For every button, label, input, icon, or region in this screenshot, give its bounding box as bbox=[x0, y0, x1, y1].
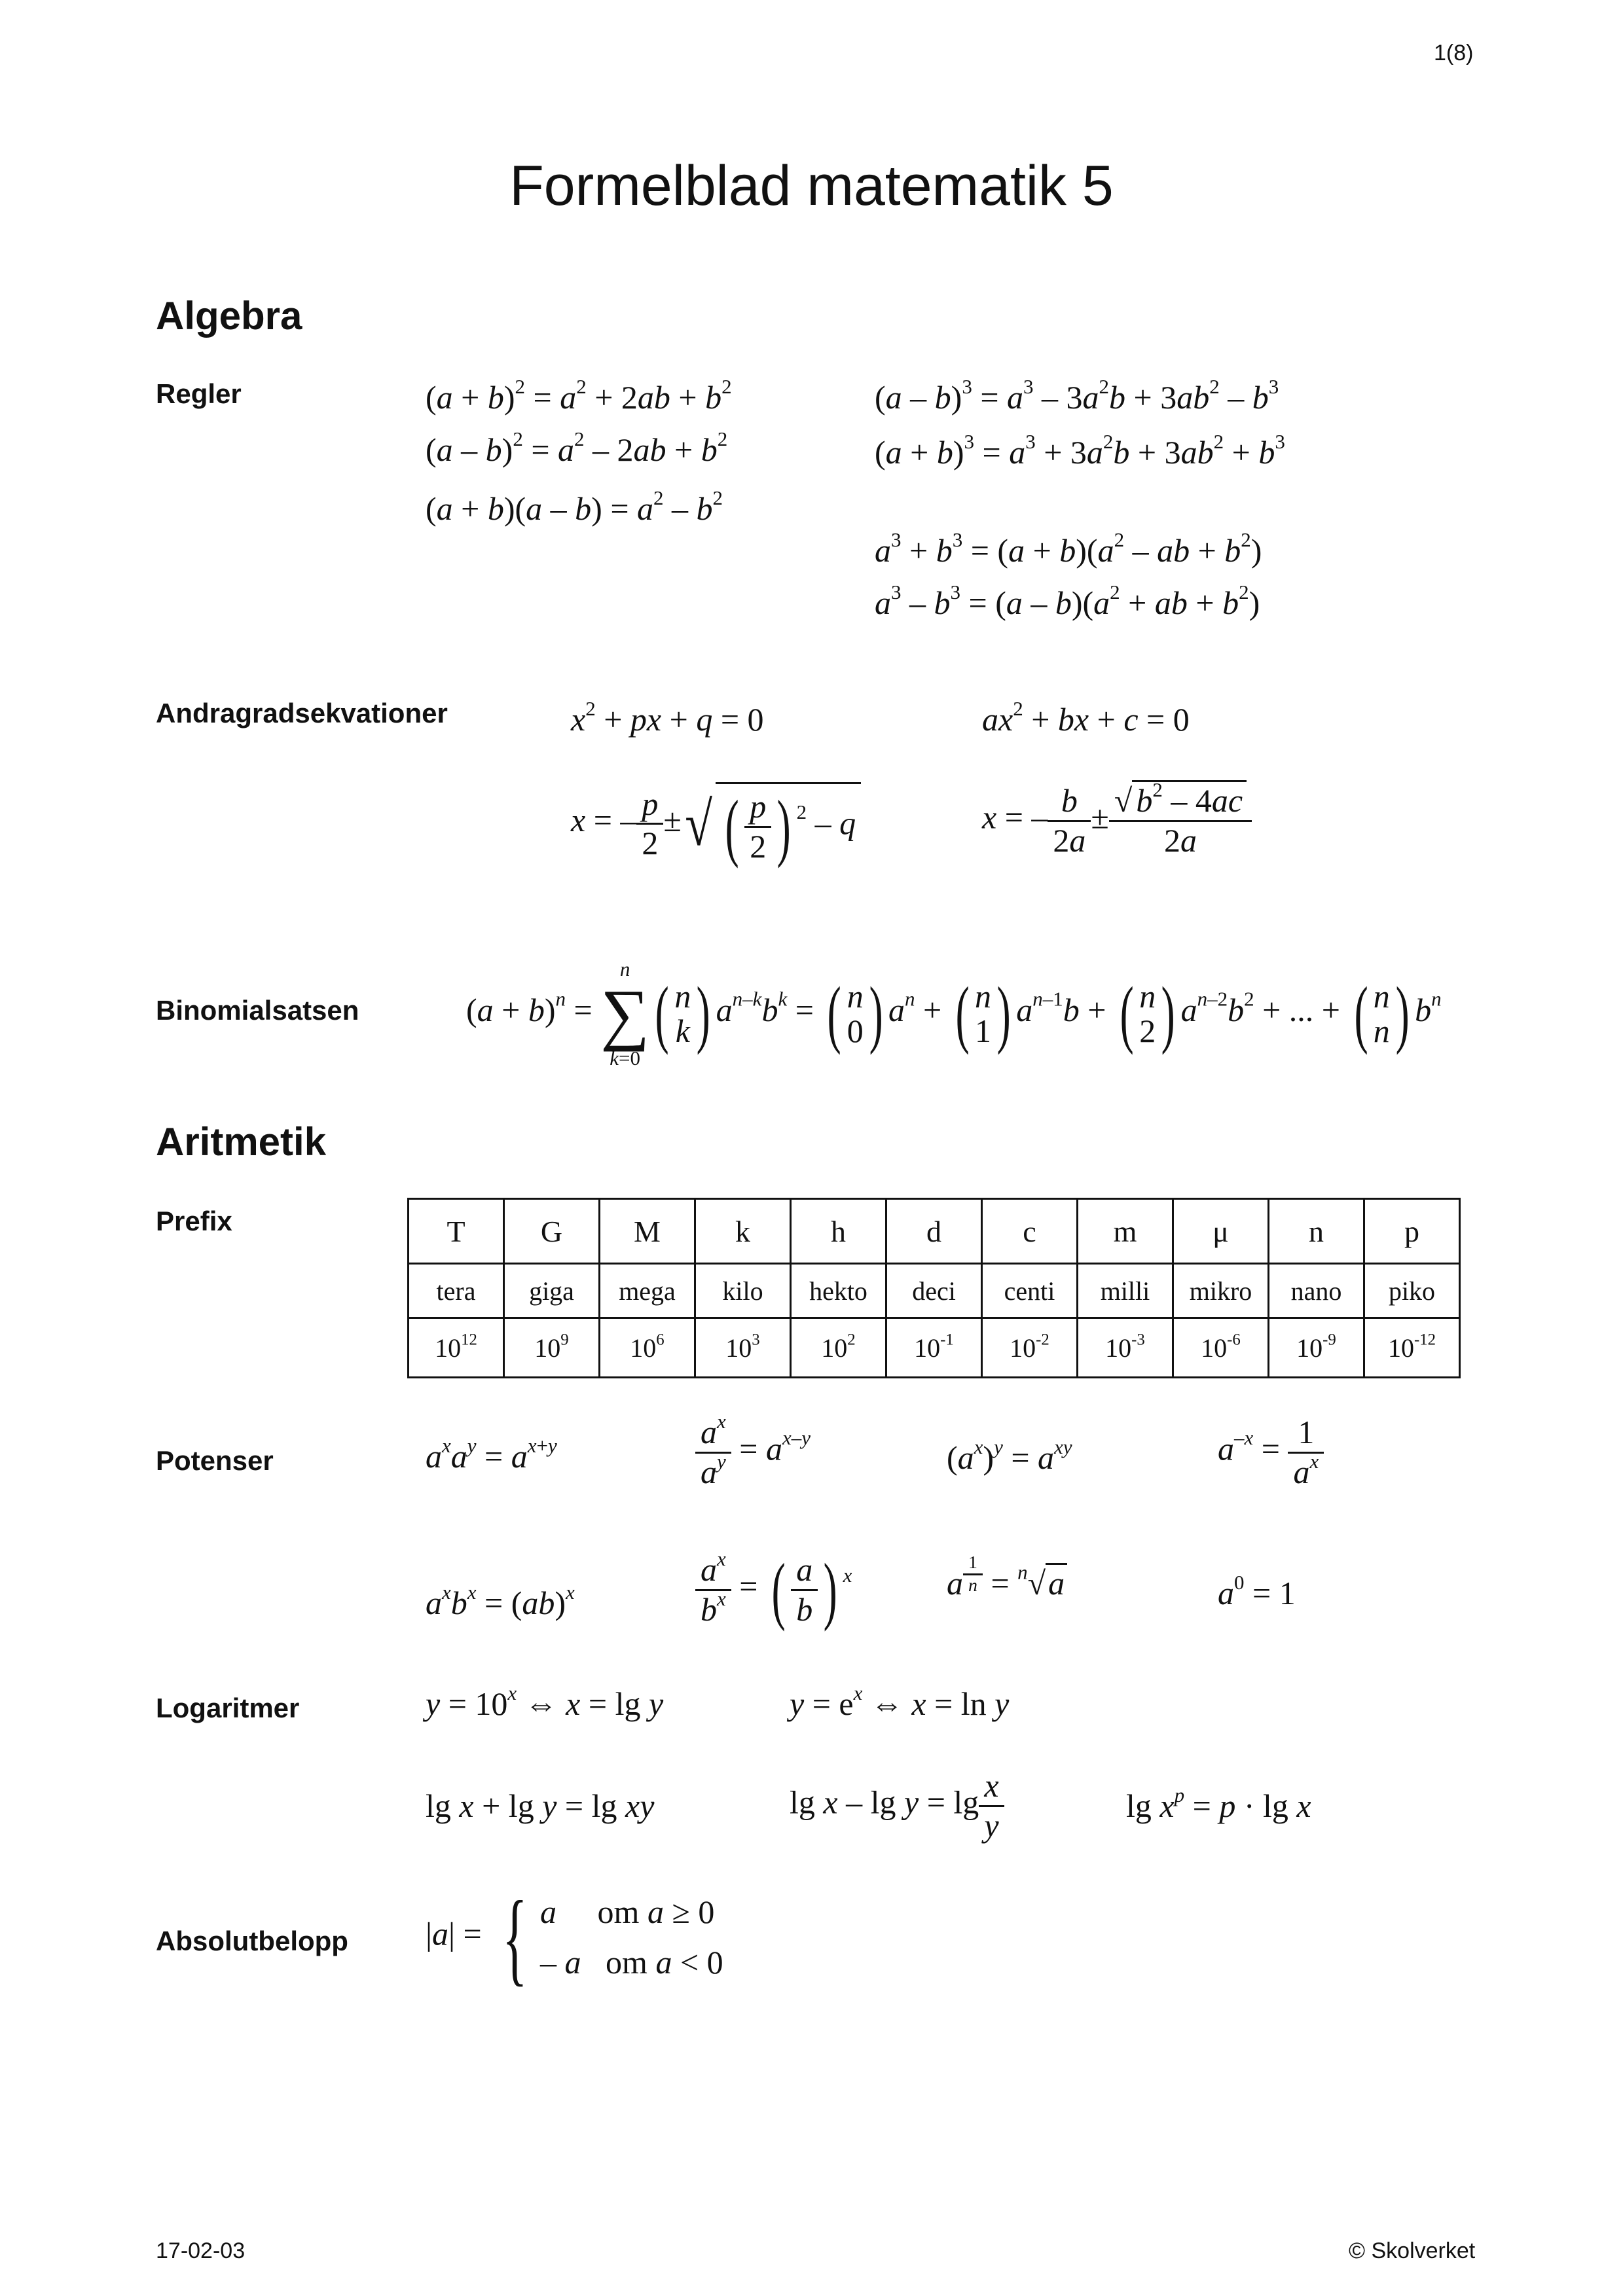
prefix-name-cell: piko bbox=[1364, 1264, 1460, 1318]
formula-conjugate: $(a + b)(a - b) = a^2 - b^2$ bbox=[426, 486, 723, 527]
prefix-power-cell bbox=[1269, 1318, 1364, 1378]
section-aritmetik: Aritmetik bbox=[156, 1120, 327, 1164]
power-base: 10 bbox=[821, 1333, 848, 1363]
prefix-symbol-cell: μ bbox=[1173, 1199, 1269, 1264]
power-exponent: -6 bbox=[1227, 1330, 1241, 1348]
formula-absolute-value: |a| = { a om a ≥ 0 – a om a < 0 bbox=[426, 1879, 723, 1996]
formula-lg-quotient: lg x – lg y = lg $\frac{x}{y}$ bbox=[790, 1767, 1004, 1844]
power-exponent: -3 bbox=[1131, 1330, 1145, 1348]
prefix-power-cell bbox=[982, 1318, 1078, 1378]
prefix-symbol-cell: m bbox=[1078, 1199, 1173, 1264]
prefix-symbol-cell: c bbox=[982, 1199, 1078, 1264]
formula-power-product: $a^xa^y = a^{x+y}$ bbox=[426, 1433, 557, 1475]
formula-sum-cubes: $a^3 + b^3 = (a + b)(a^2$ – ab + $b^2$) bbox=[875, 528, 1262, 569]
prefix-power-cell bbox=[1364, 1318, 1460, 1378]
formula-abc-equation: $ax^2$ + bx + c = 0 bbox=[982, 696, 1190, 738]
power-base: 10 bbox=[1387, 1333, 1414, 1363]
prefix-name-cell: milli bbox=[1078, 1264, 1173, 1318]
power-exponent: 2 bbox=[847, 1330, 856, 1348]
prefix-name-cell: mikro bbox=[1173, 1264, 1269, 1318]
formula-lg-power: $\lg x^p = p \cdot \lg x$ bbox=[1126, 1783, 1311, 1824]
formula-diff-cubes: $a^3 - b^3 = (a - b)(a^2$ + ab + $b^2$) bbox=[875, 580, 1260, 621]
prefix-symbol-cell: p bbox=[1364, 1199, 1460, 1264]
page-title: Formelblad matematik 5 bbox=[509, 154, 1114, 217]
label-prefix: Prefix bbox=[156, 1206, 232, 1236]
prefix-power-cell bbox=[791, 1318, 886, 1378]
formula-lg-definition: $y = 10^x$ ⇔ x = lg y bbox=[426, 1681, 664, 1722]
formula-square-sum: $(a + b)^2 = a^2 + 2ab + b^2$ bbox=[426, 374, 732, 416]
formula-product-power: $a^xb^x = (ab)^x$ bbox=[426, 1580, 575, 1621]
power-base: 10 bbox=[1201, 1333, 1228, 1363]
power-exponent: -2 bbox=[1036, 1330, 1049, 1348]
prefix-symbol-cell: T bbox=[409, 1199, 504, 1264]
formula-quotient-power: $\frac{a^x}{b^x}$ = ( $\frac{a}{b}$ ) $^x$ bbox=[695, 1551, 852, 1628]
formula-power-quotient: $\frac{a^x}{a^y}$ = $a^{x-y}$ bbox=[695, 1414, 811, 1491]
prefix-name-cell: kilo bbox=[695, 1264, 791, 1318]
formula-negative-exponent: $a^{-x}$ = $\frac{1}{a^x}$ bbox=[1218, 1414, 1324, 1491]
prefix-name-cell: centi bbox=[982, 1264, 1078, 1318]
power-base: 10 bbox=[534, 1333, 561, 1363]
prefix-power-cell bbox=[600, 1318, 695, 1378]
power-base: 10 bbox=[725, 1333, 752, 1363]
section-algebra: Algebra bbox=[156, 294, 302, 338]
power-exponent: -9 bbox=[1322, 1330, 1336, 1348]
prefix-names-row bbox=[409, 1264, 1460, 1318]
prefix-name-cell: giga bbox=[504, 1264, 600, 1318]
prefix-name-cell: nano bbox=[1269, 1264, 1364, 1318]
page-number: 1(8) bbox=[1434, 41, 1474, 65]
formula-root-exponent: a $^{\frac{1}{n}}$ = $^n$√a bbox=[947, 1552, 1067, 1602]
formula-cube-diff: $(a - b)^3 = a^3 - 3a^2b + 3ab^2 - b^3$ bbox=[875, 374, 1279, 416]
footer-date: 17-02-03 bbox=[156, 2238, 246, 2263]
label-absolut: Absolutbelopp bbox=[156, 1926, 348, 1956]
prefix-table bbox=[407, 1198, 1461, 1378]
prefix-symbol-cell: k bbox=[695, 1199, 791, 1264]
prefix-name-cell: tera bbox=[409, 1264, 504, 1318]
power-exponent: -1 bbox=[940, 1330, 954, 1348]
label-andragrad: Andragradsekvationer bbox=[156, 698, 448, 728]
formula-binomial-theorem: $(a + b)^n$ = n ∑ k=0 ( n k ) $a^{n-k}b^k$ = ( n 0 ) $a^n$ + ( n 1 ) $a^{n-1}b$ + ( n 2 ) $a^{n-2}b^2$ + ... + ( n n ) $b^n$ bbox=[466, 958, 1442, 1069]
power-exponent: 9 bbox=[560, 1330, 569, 1348]
prefix-symbol-cell: h bbox=[791, 1199, 886, 1264]
power-exponent: 6 bbox=[656, 1330, 665, 1348]
prefix-symbol-cell: G bbox=[504, 1199, 600, 1264]
label-potenser: Potenser bbox=[156, 1445, 274, 1476]
formula-ln-definition: $y = e^x$ ⇔ x = ln y bbox=[790, 1681, 1010, 1722]
prefix-power-cell bbox=[1078, 1318, 1173, 1378]
formula-abc-solution: x = – $\frac{b}{2a}$ ± $\frac{√ b^2 - 4ac}{2a}$ bbox=[982, 782, 1252, 859]
prefix-name-cell: deci bbox=[886, 1264, 982, 1318]
formula-square-diff: $(a - b)^2 = a^2 - 2ab + b^2$ bbox=[426, 427, 728, 468]
power-base: 10 bbox=[1296, 1333, 1323, 1363]
prefix-power-cell bbox=[1173, 1318, 1269, 1378]
prefix-symbol-cell: n bbox=[1269, 1199, 1364, 1264]
power-base: 10 bbox=[435, 1333, 462, 1363]
power-base: 10 bbox=[914, 1333, 941, 1363]
label-binomial: Binomialsatsen bbox=[156, 995, 359, 1026]
power-exponent: -12 bbox=[1413, 1330, 1436, 1348]
prefix-powers-row bbox=[409, 1318, 1460, 1378]
footer-copyright: © Skolverket bbox=[1349, 2238, 1476, 2263]
power-exponent: 12 bbox=[461, 1330, 477, 1348]
prefix-name-cell: hekto bbox=[791, 1264, 886, 1318]
prefix-symbol-cell: d bbox=[886, 1199, 982, 1264]
power-base: 10 bbox=[1010, 1333, 1036, 1363]
prefix-symbols-row bbox=[409, 1199, 1460, 1264]
prefix-power-cell bbox=[504, 1318, 600, 1378]
prefix-power-cell bbox=[886, 1318, 982, 1378]
formula-pq-solution: x = – $\frac{p}{2}$ ±√ ( $\frac{p}{2}$ ) $^2$ – q bbox=[571, 782, 861, 865]
formula-zero-exponent: $a^0 = 1$ bbox=[1218, 1570, 1296, 1611]
label-regler: Regler bbox=[156, 378, 242, 409]
prefix-power-cell bbox=[695, 1318, 791, 1378]
formula-power-of-power: $(a^x)^y = a^{xy}$ bbox=[947, 1435, 1072, 1476]
prefix-name-cell: mega bbox=[600, 1264, 695, 1318]
formula-lg-product: lg x + lg y = lg xy bbox=[426, 1787, 655, 1824]
power-exponent: 3 bbox=[752, 1330, 760, 1348]
formula-cube-sum: $(a + b)^3 = a^3 + 3a^2b + 3ab^2 + b^3$ bbox=[875, 429, 1285, 471]
prefix-symbol-cell: M bbox=[600, 1199, 695, 1264]
formula-pq-equation: $x^2$ + px + q = 0 bbox=[571, 696, 764, 738]
power-base: 10 bbox=[1105, 1333, 1132, 1363]
prefix-power-cell bbox=[409, 1318, 504, 1378]
power-base: 10 bbox=[630, 1333, 657, 1363]
label-logaritmer: Logaritmer bbox=[156, 1693, 300, 1723]
